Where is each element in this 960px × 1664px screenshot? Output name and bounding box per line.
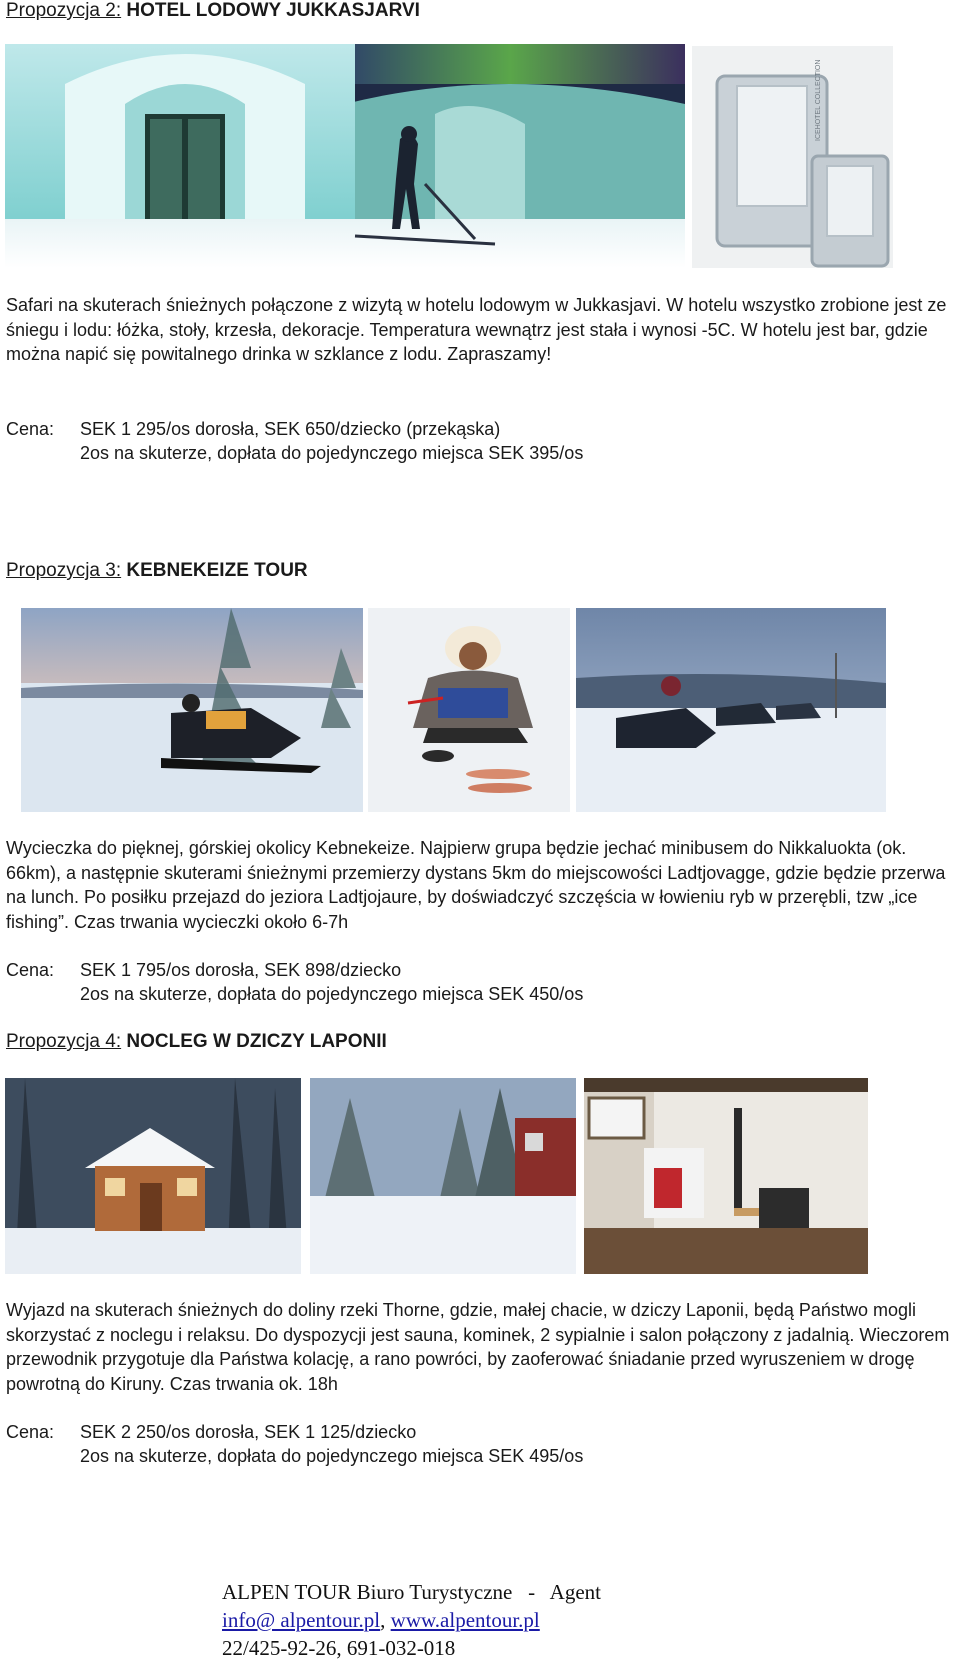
price-line-1: SEK 2 250/os dorosła, SEK 1 125/dziecko [80,1422,417,1442]
section-title: KEBNEKEIZE TOUR [126,560,308,581]
footer [222,1578,601,1662]
price-label: Cena: [6,419,55,439]
price-label: Cena: [6,960,55,980]
ice-glass-brand: ICEHOTEL COLLECTION [815,59,822,141]
section-description-2: Safari na skuterach śnieżnych połączone z wizytą w hotelu lodowym w Jukkasjavi. W hotelu wszystko zrobione jest ze śniegu i lodu: łóżka, stoły, krzesła, dekoracje. Temperatura wewnątrz jest stała i wynosi -5C. W hotelu jest bar, gdzie można napić się powitalnego drinka w szklance z lodu. Zapraszamy! [6,295,947,364]
footer-agency-line: ALPEN TOUR Biuro Turystyczne - Agent [222,1580,601,1604]
price-label: Cena: [6,1422,55,1442]
price-line-2: 2os na skuterze, dopłata do pojedynczego miejsca SEK 450/os [80,984,584,1004]
section-description-3: Wycieczka do pięknej, górskiej okolicy Kebnekeize. Najpierw grupa będzie jechać minibusem do Nikkaluokta (ok. 66km), a następnie skuterami śnieżnymi przemierzy dystans 5km do miejscowości Ladtjovagge, gdzie będzie przerwa na lunch. Po posiłku przejazd do jeziora Ladtjojaure, by doświadczyć szczęścia w łowieniu ryb w przerębli, tzw „ice fishing”. Czas trwania wycieczki około 6-7h [6,838,946,932]
section-title: NOCLEG W DZICZY LAPONII [126,1031,387,1052]
photo-ice-fishing [368,608,570,812]
photo-snowmobile-group [576,608,886,812]
price-line-2: 2os na skuterze, dopłata do pojedynczego miejsca SEK 395/os [80,443,584,463]
footer-separator: , [380,1608,391,1632]
photo-cabin-interior [584,1078,868,1274]
section-title: HOTEL LODOWY JUKKASJARVI [126,0,420,21]
price-block-3 [6,958,583,1006]
footer-phones: 22/425-92-26, 691-032-018 [222,1636,456,1660]
section-prefix: Propozycja 4: [6,1031,122,1052]
photo-cabin-snow [5,1078,301,1274]
price-line-2: 2os na skuterze, dopłata do pojedynczego miejsca SEK 495/os [80,1446,584,1466]
price-block-4 [6,1420,583,1468]
section-heading-2 [6,0,420,22]
section-prefix: Propozycja 2: [6,0,122,21]
price-block-2 [6,417,583,465]
photo-snowy-forest [310,1078,576,1274]
price-line-1: SEK 1 795/os dorosła, SEK 898/dziecko [80,960,402,980]
price-line-1: SEK 1 295/os dorosła, SEK 650/dziecko (przekąska) [80,419,501,439]
section-prefix: Propozycja 3: [6,560,122,581]
footer-website-link[interactable]: www.alpentour.pl [390,1608,540,1632]
footer-email-link[interactable]: info@ alpentour.pl [222,1608,381,1632]
section-description-4: Wyjazd na skuterach śnieżnych do doliny rzeki Thorne, gdzie, małej chacie, w dziczy Laponii, będą Państwo mogli skorzystać z noclegu i relaksu. Do dyspozycji jest sauna, kominek, 2 sypialnie i salon połączony z jadalnią. Wieczorem przewodnik przygotuje dla Państwa kolację, a rano powróci, by zaoferować śniadanie przed wyruszeniem w drogę powrotną do Kiruny. Czas trwania ok. 18h [6,1300,950,1394]
section-heading-3 [6,560,308,582]
photo-ice-glasses [692,46,893,268]
section-heading-4 [6,1031,387,1053]
photo-ice-hotel-entrance [5,44,685,268]
photo-snowmobile-forest [21,608,363,812]
